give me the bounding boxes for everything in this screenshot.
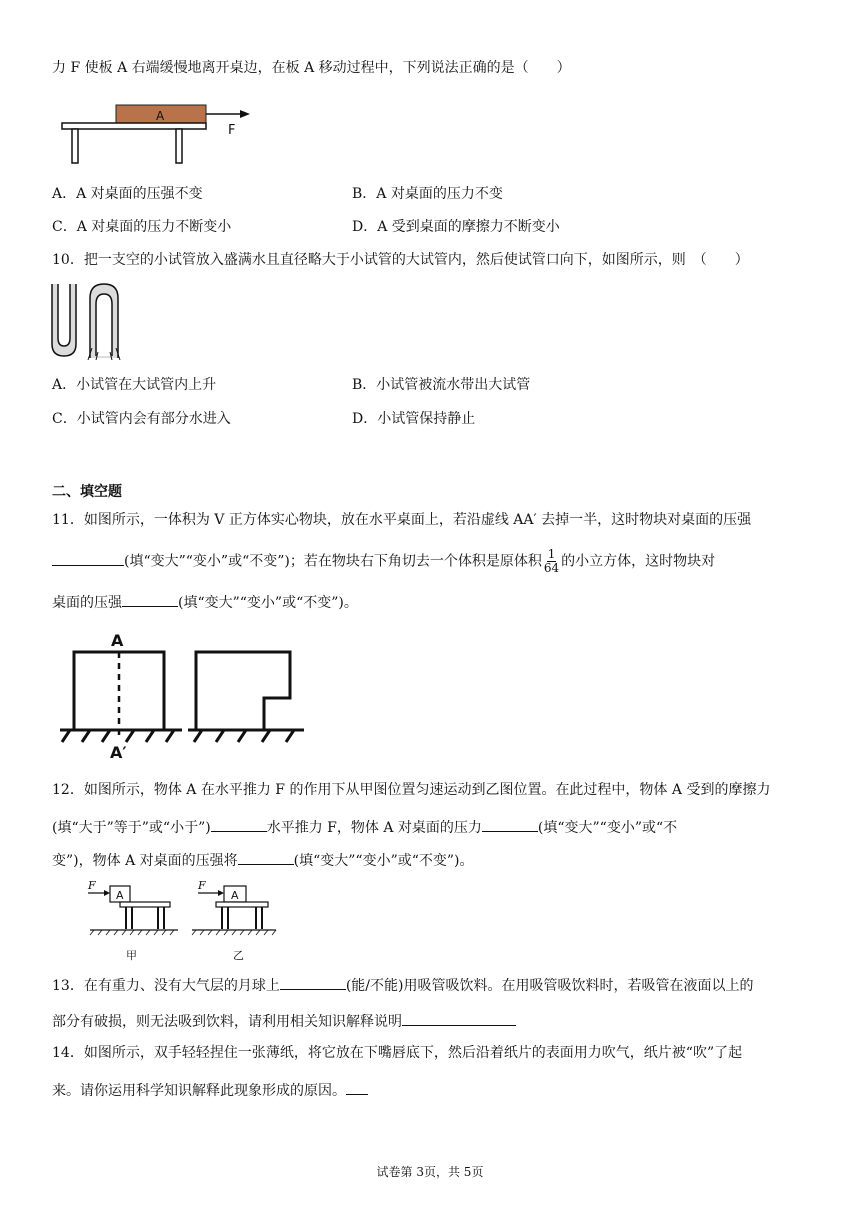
- q12-figure: [88, 877, 278, 963]
- q11-line2: (填“变大”“变小”或“不变”)；若在物块右下角切去一个体积是原体积 $\frac{1}{64}$ 的小立方体，这时物块对: [52, 548, 715, 575]
- q11-blank-2[interactable]: [122, 590, 178, 607]
- q11-line3: 桌面的压强 (填“变大”“变小”或“不变”)。: [52, 590, 358, 613]
- q12-blank-2[interactable]: [482, 815, 538, 832]
- q12-blank-3[interactable]: [238, 848, 294, 865]
- q9-option-a: A．A 对桌面的压强不变: [52, 186, 203, 202]
- q11-fraction: $\frac{1}{64}$: [543, 547, 560, 575]
- q9-force-label: F: [228, 123, 236, 138]
- q12-force-label-right: F: [198, 879, 206, 892]
- q10-option-d: D．小试管保持静止: [352, 411, 476, 427]
- q12-line2: (填“大于”等于”或“小于”) 水平推力 F，物体 A 对桌面的压力 (填“变大”“变小”或“不: [52, 815, 677, 838]
- q9-option-d: D．A 受到桌面的摩擦力不断变小: [352, 219, 560, 235]
- q13-line2: 部分有破损，则无法吸到饮料，请利用相关知识解释说明: [52, 1009, 516, 1032]
- q10-figure: [50, 282, 130, 360]
- q11-blank-1[interactable]: [52, 549, 124, 566]
- q12-caption-left: 甲: [126, 949, 137, 962]
- q13-blank-1[interactable]: [280, 973, 346, 990]
- q9-figure: [60, 100, 260, 166]
- q12-line1: 12．如图所示，物体 A 在水平推力 F 的作用下从甲图位置匀速运动到乙图位置。在此过程中，物体 A 受到的摩擦力: [52, 782, 771, 798]
- q12-caption-right: 乙: [233, 949, 244, 962]
- q9-block-label: A: [156, 109, 165, 123]
- q13-blank-2[interactable]: [402, 1009, 516, 1026]
- section-title: 二、填空题: [52, 484, 122, 500]
- q12-force-label-left: F: [88, 879, 96, 892]
- q9-option-b: B．A 对桌面的压力不变: [352, 186, 503, 202]
- q12-block-label-right: A: [231, 889, 239, 902]
- q10-option-c: C．小试管内会有部分水进入: [52, 411, 231, 427]
- q14-line1: 14．如图所示，双手轻轻捏住一张薄纸，将它放在下嘴唇底下，然后沿着纸片的表面用力吹气，纸片被“吹”了起: [52, 1045, 743, 1061]
- q12-blank-1[interactable]: [211, 815, 267, 832]
- q11-bottom-label: A′: [110, 743, 127, 762]
- q10-option-a: A．小试管在大试管内上升: [52, 377, 217, 393]
- q11-top-label: A: [111, 631, 124, 650]
- q10-stem: 10．把一支空的小试管放入盛满水且直径略大于小试管的大试管内，然后使试管口向下，如图所示，则 （ ）: [52, 252, 749, 268]
- page-footer: 试卷第 3页，共 5页: [376, 1165, 484, 1179]
- q9-option-c: C．A 对桌面的压力不断变小: [52, 219, 232, 235]
- q14-blank[interactable]: [346, 1078, 368, 1095]
- q11-line1: 11．如图所示，一体积为 V 正方体实心物块，放在水平桌面上，若沿虚线 AA′ 去掉一半，这时物块对桌面的压强: [52, 512, 752, 528]
- q14-line2: 来。请你运用科学知识解释此现象形成的原因。: [52, 1078, 368, 1101]
- q11-figure: [52, 628, 312, 764]
- q10-option-b: B．小试管被流水带出大试管: [352, 377, 531, 393]
- q12-line3: 变”)，物体 A 对桌面的压强将 (填“变大”“变小”或“不变”)。: [52, 848, 474, 871]
- q9-stem: 力 F 使板 A 右端缓慢地离开桌边，在板 A 移动过程中，下列说法正确的是（ ）: [52, 60, 571, 76]
- q13-line1: 13．在有重力、没有大气层的月球上 (能/不能)用吸管吸饮料。在用吸管吸饮料时，若吸管在液面以上的: [52, 973, 753, 996]
- q12-block-label-left: A: [116, 889, 124, 902]
